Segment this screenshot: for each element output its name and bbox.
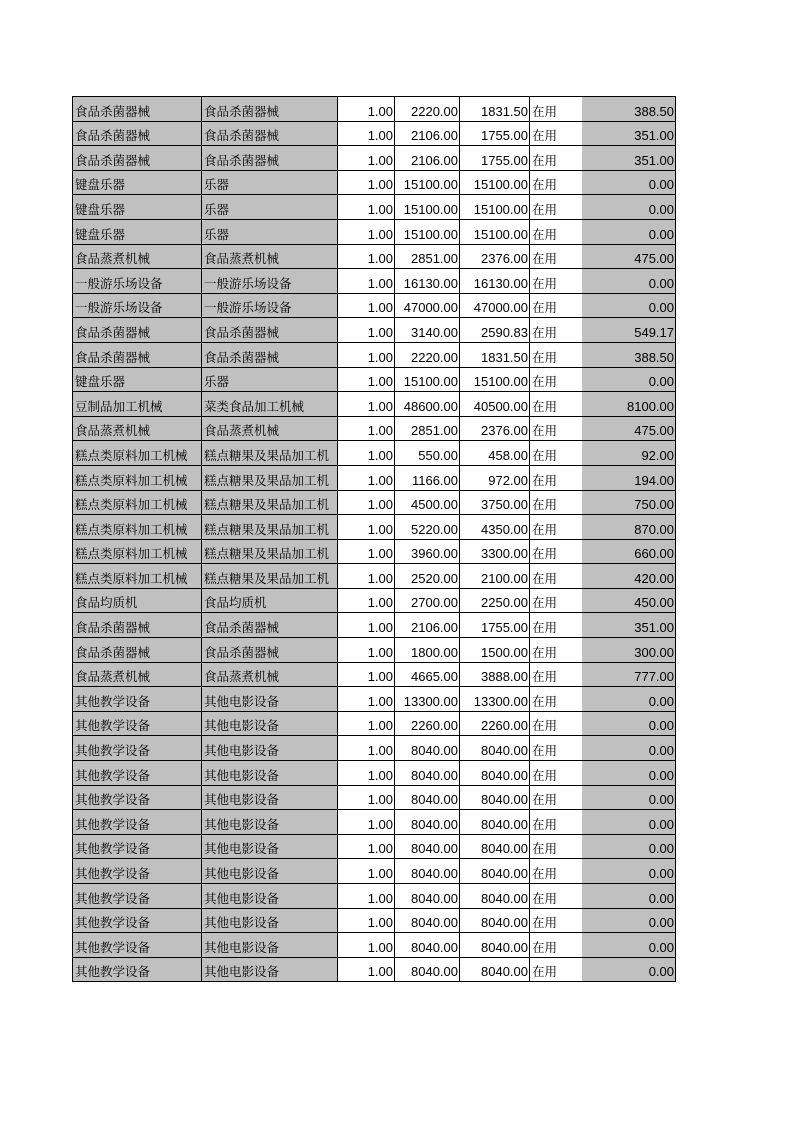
table-row [73,146,676,171]
accumulated-depreciation-cell: 16130.00 [460,269,530,294]
asset-name-cell: 食品杀菌器械 [73,146,202,171]
accumulated-depreciation-cell: 2376.00 [460,416,530,441]
accumulated-depreciation-cell: 8040.00 [460,859,530,884]
table-row [73,834,676,859]
status-cell: 在用 [530,687,582,712]
net-value-cell: 475.00 [582,416,676,441]
net-value-cell: 0.00 [582,711,676,736]
quantity-cell: 1.00 [338,269,395,294]
asset-name-cell: 糕点类原料加工机械 [73,465,202,490]
original-value-cell: 15100.00 [395,219,460,244]
status-cell: 在用 [530,638,582,663]
asset-name-cell: 食品杀菌器械 [73,613,202,638]
accumulated-depreciation-cell: 15100.00 [460,195,530,220]
original-value-cell: 2260.00 [395,711,460,736]
status-cell: 在用 [530,293,582,318]
original-value-cell: 8040.00 [395,810,460,835]
asset-name-cell: 其他教学设备 [73,785,202,810]
asset-category-cell: 糕点糖果及果品加工机 [202,490,338,515]
net-value-cell: 0.00 [582,785,676,810]
status-cell: 在用 [530,662,582,687]
status-cell: 在用 [530,342,582,367]
status-cell: 在用 [530,785,582,810]
quantity-cell: 1.00 [338,834,395,859]
net-value-cell: 0.00 [582,293,676,318]
asset-category-cell: 乐器 [202,170,338,195]
asset-name-cell: 食品杀菌器械 [73,121,202,146]
table-row [73,662,676,687]
status-cell: 在用 [530,515,582,540]
table-row [73,367,676,392]
accumulated-depreciation-cell: 1755.00 [460,121,530,146]
quantity-cell: 1.00 [338,293,395,318]
accumulated-depreciation-cell: 40500.00 [460,392,530,417]
asset-category-cell: 其他电影设备 [202,957,338,982]
original-value-cell: 15100.00 [395,170,460,195]
accumulated-depreciation-cell: 2250.00 [460,588,530,613]
asset-name-cell: 一般游乐场设备 [73,293,202,318]
net-value-cell: 194.00 [582,465,676,490]
accumulated-depreciation-cell: 2100.00 [460,564,530,589]
original-value-cell: 4500.00 [395,490,460,515]
net-value-cell: 351.00 [582,146,676,171]
table-row [73,613,676,638]
table-row [73,269,676,294]
table-row [73,711,676,736]
asset-category-cell: 食品杀菌器械 [202,146,338,171]
net-value-cell: 0.00 [582,195,676,220]
accumulated-depreciation-cell: 8040.00 [460,810,530,835]
accumulated-depreciation-cell: 1755.00 [460,613,530,638]
net-value-cell: 750.00 [582,490,676,515]
asset-category-cell: 食品均质机 [202,588,338,613]
original-value-cell: 2700.00 [395,588,460,613]
status-cell: 在用 [530,490,582,515]
original-value-cell: 8040.00 [395,957,460,982]
table-row [73,810,676,835]
quantity-cell: 1.00 [338,465,395,490]
asset-category-cell: 食品杀菌器械 [202,342,338,367]
asset-name-cell: 其他教学设备 [73,884,202,909]
original-value-cell: 8040.00 [395,736,460,761]
quantity-cell: 1.00 [338,219,395,244]
accumulated-depreciation-cell: 4350.00 [460,515,530,540]
status-cell: 在用 [530,859,582,884]
asset-category-cell: 食品杀菌器械 [202,638,338,663]
status-cell: 在用 [530,195,582,220]
quantity-cell: 1.00 [338,687,395,712]
asset-name-cell: 其他教学设备 [73,736,202,761]
net-value-cell: 388.50 [582,97,676,122]
asset-name-cell: 豆制品加工机械 [73,392,202,417]
asset-name-cell: 键盘乐器 [73,195,202,220]
asset-name-cell: 其他教学设备 [73,859,202,884]
net-value-cell: 351.00 [582,121,676,146]
accumulated-depreciation-cell: 47000.00 [460,293,530,318]
asset-category-cell: 其他电影设备 [202,687,338,712]
asset-category-cell: 糕点糖果及果品加工机 [202,515,338,540]
asset-category-cell: 其他电影设备 [202,908,338,933]
quantity-cell: 1.00 [338,859,395,884]
table-row [73,515,676,540]
asset-name-cell: 其他教学设备 [73,711,202,736]
net-value-cell: 450.00 [582,588,676,613]
accumulated-depreciation-cell: 458.00 [460,441,530,466]
quantity-cell: 1.00 [338,711,395,736]
original-value-cell: 2851.00 [395,416,460,441]
quantity-cell: 1.00 [338,342,395,367]
net-value-cell: 0.00 [582,687,676,712]
asset-name-cell: 其他教学设备 [73,834,202,859]
net-value-cell: 0.00 [582,810,676,835]
net-value-cell: 0.00 [582,884,676,909]
status-cell: 在用 [530,121,582,146]
original-value-cell: 1166.00 [395,465,460,490]
status-cell: 在用 [530,884,582,909]
table-row [73,588,676,613]
table-row [73,318,676,343]
net-value-cell: 0.00 [582,908,676,933]
accumulated-depreciation-cell: 13300.00 [460,687,530,712]
table-row [73,539,676,564]
original-value-cell: 15100.00 [395,367,460,392]
asset-category-cell: 糕点糖果及果品加工机 [202,564,338,589]
net-value-cell: 388.50 [582,342,676,367]
status-cell: 在用 [530,539,582,564]
status-cell: 在用 [530,244,582,269]
quantity-cell: 1.00 [338,441,395,466]
original-value-cell: 8040.00 [395,933,460,958]
quantity-cell: 1.00 [338,564,395,589]
quantity-cell: 1.00 [338,638,395,663]
accumulated-depreciation-cell: 2376.00 [460,244,530,269]
table-row [73,170,676,195]
status-cell: 在用 [530,465,582,490]
table-row [73,687,676,712]
original-value-cell: 8040.00 [395,761,460,786]
table-row [73,244,676,269]
quantity-cell: 1.00 [338,933,395,958]
accumulated-depreciation-cell: 1831.50 [460,342,530,367]
original-value-cell: 8040.00 [395,834,460,859]
accumulated-depreciation-cell: 1831.50 [460,97,530,122]
quantity-cell: 1.00 [338,318,395,343]
status-cell: 在用 [530,834,582,859]
table-row [73,219,676,244]
original-value-cell: 2851.00 [395,244,460,269]
status-cell: 在用 [530,367,582,392]
net-value-cell: 660.00 [582,539,676,564]
table-row [73,638,676,663]
original-value-cell: 8040.00 [395,884,460,909]
net-value-cell: 0.00 [582,269,676,294]
table-row [73,465,676,490]
original-value-cell: 2106.00 [395,146,460,171]
original-value-cell: 48600.00 [395,392,460,417]
asset-table-body [73,97,676,982]
accumulated-depreciation-cell: 2590.83 [460,318,530,343]
accumulated-depreciation-cell: 8040.00 [460,933,530,958]
status-cell: 在用 [530,219,582,244]
asset-category-cell: 其他电影设备 [202,933,338,958]
asset-name-cell: 其他教学设备 [73,687,202,712]
accumulated-depreciation-cell: 8040.00 [460,761,530,786]
table-row [73,416,676,441]
net-value-cell: 549.17 [582,318,676,343]
accumulated-depreciation-cell: 1755.00 [460,146,530,171]
accumulated-depreciation-cell: 8040.00 [460,785,530,810]
net-value-cell: 0.00 [582,957,676,982]
original-value-cell: 3140.00 [395,318,460,343]
original-value-cell: 2220.00 [395,342,460,367]
status-cell: 在用 [530,441,582,466]
asset-name-cell: 食品杀菌器械 [73,97,202,122]
accumulated-depreciation-cell: 8040.00 [460,834,530,859]
status-cell: 在用 [530,269,582,294]
asset-name-cell: 食品蒸煮机械 [73,244,202,269]
status-cell: 在用 [530,392,582,417]
asset-category-cell: 其他电影设备 [202,761,338,786]
asset-category-cell: 菜类食品加工机械 [202,392,338,417]
status-cell: 在用 [530,170,582,195]
net-value-cell: 420.00 [582,564,676,589]
net-value-cell: 92.00 [582,441,676,466]
accumulated-depreciation-cell: 15100.00 [460,219,530,244]
net-value-cell: 0.00 [582,933,676,958]
table-row [73,957,676,982]
original-value-cell: 2106.00 [395,121,460,146]
quantity-cell: 1.00 [338,490,395,515]
accumulated-depreciation-cell: 15100.00 [460,367,530,392]
accumulated-depreciation-cell: 3300.00 [460,539,530,564]
status-cell: 在用 [530,416,582,441]
asset-category-cell: 其他电影设备 [202,834,338,859]
asset-category-cell: 乐器 [202,367,338,392]
asset-category-cell: 其他电影设备 [202,859,338,884]
asset-name-cell: 食品杀菌器械 [73,638,202,663]
table-row [73,933,676,958]
accumulated-depreciation-cell: 3750.00 [460,490,530,515]
accumulated-depreciation-cell: 2260.00 [460,711,530,736]
status-cell: 在用 [530,933,582,958]
original-value-cell: 1800.00 [395,638,460,663]
asset-category-cell: 乐器 [202,219,338,244]
quantity-cell: 1.00 [338,588,395,613]
asset-category-cell: 乐器 [202,195,338,220]
net-value-cell: 0.00 [582,761,676,786]
asset-category-cell: 其他电影设备 [202,884,338,909]
accumulated-depreciation-cell: 8040.00 [460,736,530,761]
net-value-cell: 0.00 [582,834,676,859]
asset-name-cell: 食品均质机 [73,588,202,613]
asset-name-cell: 食品蒸煮机械 [73,662,202,687]
accumulated-depreciation-cell: 8040.00 [460,884,530,909]
net-value-cell: 475.00 [582,244,676,269]
table-row [73,121,676,146]
accumulated-depreciation-cell: 972.00 [460,465,530,490]
status-cell: 在用 [530,146,582,171]
quantity-cell: 1.00 [338,785,395,810]
asset-category-cell: 糕点糖果及果品加工机 [202,465,338,490]
asset-name-cell: 糕点类原料加工机械 [73,539,202,564]
accumulated-depreciation-cell: 8040.00 [460,908,530,933]
original-value-cell: 5220.00 [395,515,460,540]
status-cell: 在用 [530,318,582,343]
quantity-cell: 1.00 [338,170,395,195]
status-cell: 在用 [530,810,582,835]
table-row [73,195,676,220]
asset-name-cell: 其他教学设备 [73,957,202,982]
net-value-cell: 0.00 [582,736,676,761]
original-value-cell: 3960.00 [395,539,460,564]
table-row [73,736,676,761]
status-cell: 在用 [530,613,582,638]
original-value-cell: 2520.00 [395,564,460,589]
original-value-cell: 2106.00 [395,613,460,638]
net-value-cell: 0.00 [582,367,676,392]
asset-name-cell: 其他教学设备 [73,933,202,958]
status-cell: 在用 [530,97,582,122]
table-row [73,490,676,515]
status-cell: 在用 [530,588,582,613]
asset-name-cell: 糕点类原料加工机械 [73,515,202,540]
quantity-cell: 1.00 [338,392,395,417]
asset-name-cell: 糕点类原料加工机械 [73,490,202,515]
net-value-cell: 0.00 [582,219,676,244]
asset-name-cell: 其他教学设备 [73,908,202,933]
asset-name-cell: 一般游乐场设备 [73,269,202,294]
asset-name-cell: 其他教学设备 [73,810,202,835]
quantity-cell: 1.00 [338,613,395,638]
table-row [73,293,676,318]
quantity-cell: 1.00 [338,367,395,392]
original-value-cell: 8040.00 [395,785,460,810]
net-value-cell: 300.00 [582,638,676,663]
net-value-cell: 777.00 [582,662,676,687]
quantity-cell: 1.00 [338,957,395,982]
asset-category-cell: 其他电影设备 [202,810,338,835]
asset-category-cell: 食品杀菌器械 [202,97,338,122]
asset-name-cell: 糕点类原料加工机械 [73,564,202,589]
asset-category-cell: 其他电影设备 [202,736,338,761]
original-value-cell: 8040.00 [395,859,460,884]
quantity-cell: 1.00 [338,539,395,564]
original-value-cell: 550.00 [395,441,460,466]
asset-category-cell: 食品杀菌器械 [202,121,338,146]
asset-category-cell: 食品杀菌器械 [202,613,338,638]
quantity-cell: 1.00 [338,761,395,786]
quantity-cell: 1.00 [338,244,395,269]
asset-name-cell: 糕点类原料加工机械 [73,441,202,466]
original-value-cell: 16130.00 [395,269,460,294]
table-row [73,564,676,589]
table-row [73,884,676,909]
quantity-cell: 1.00 [338,515,395,540]
quantity-cell: 1.00 [338,884,395,909]
quantity-cell: 1.00 [338,121,395,146]
asset-category-cell: 一般游乐场设备 [202,269,338,294]
asset-category-cell: 食品蒸煮机械 [202,662,338,687]
quantity-cell: 1.00 [338,736,395,761]
accumulated-depreciation-cell: 1500.00 [460,638,530,663]
net-value-cell: 870.00 [582,515,676,540]
original-value-cell: 15100.00 [395,195,460,220]
original-value-cell: 8040.00 [395,908,460,933]
asset-name-cell: 键盘乐器 [73,219,202,244]
status-cell: 在用 [530,736,582,761]
asset-table [72,96,676,982]
asset-category-cell: 其他电影设备 [202,711,338,736]
quantity-cell: 1.00 [338,662,395,687]
quantity-cell: 1.00 [338,97,395,122]
table-row [73,785,676,810]
original-value-cell: 47000.00 [395,293,460,318]
table-row [73,761,676,786]
table-row [73,441,676,466]
status-cell: 在用 [530,711,582,736]
accumulated-depreciation-cell: 8040.00 [460,957,530,982]
net-value-cell: 0.00 [582,170,676,195]
asset-category-cell: 食品杀菌器械 [202,318,338,343]
table-row [73,392,676,417]
quantity-cell: 1.00 [338,810,395,835]
original-value-cell: 4665.00 [395,662,460,687]
net-value-cell: 351.00 [582,613,676,638]
asset-category-cell: 食品蒸煮机械 [202,416,338,441]
net-value-cell: 8100.00 [582,392,676,417]
asset-name-cell: 食品杀菌器械 [73,342,202,367]
asset-name-cell: 其他教学设备 [73,761,202,786]
asset-category-cell: 一般游乐场设备 [202,293,338,318]
asset-name-cell: 食品蒸煮机械 [73,416,202,441]
net-value-cell: 0.00 [582,859,676,884]
table-row [73,97,676,122]
asset-name-cell: 键盘乐器 [73,170,202,195]
original-value-cell: 13300.00 [395,687,460,712]
asset-category-cell: 糕点糖果及果品加工机 [202,539,338,564]
quantity-cell: 1.00 [338,195,395,220]
quantity-cell: 1.00 [338,416,395,441]
table-row [73,908,676,933]
status-cell: 在用 [530,908,582,933]
status-cell: 在用 [530,957,582,982]
original-value-cell: 2220.00 [395,97,460,122]
table-row [73,342,676,367]
status-cell: 在用 [530,564,582,589]
quantity-cell: 1.00 [338,908,395,933]
status-cell: 在用 [530,761,582,786]
asset-name-cell: 键盘乐器 [73,367,202,392]
table-row [73,859,676,884]
accumulated-depreciation-cell: 15100.00 [460,170,530,195]
asset-name-cell: 食品杀菌器械 [73,318,202,343]
asset-category-cell: 其他电影设备 [202,785,338,810]
asset-category-cell: 食品蒸煮机械 [202,244,338,269]
asset-category-cell: 糕点糖果及果品加工机 [202,441,338,466]
quantity-cell: 1.00 [338,146,395,171]
accumulated-depreciation-cell: 3888.00 [460,662,530,687]
